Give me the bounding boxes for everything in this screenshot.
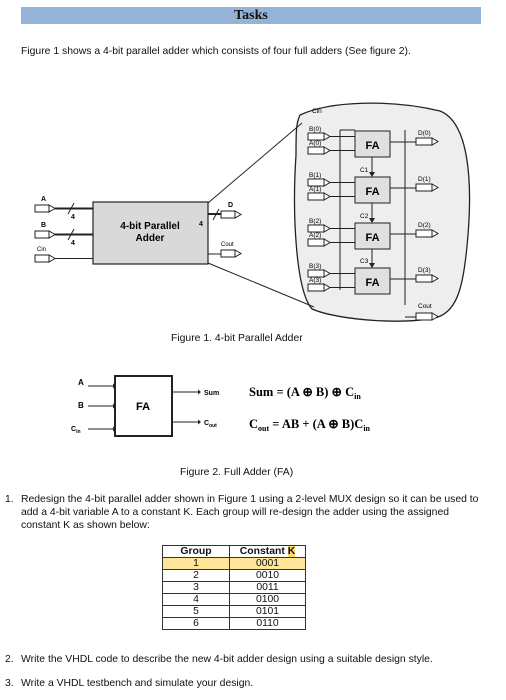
zoom-input-label: A(0) bbox=[309, 140, 322, 147]
constant-cell: 0101 bbox=[230, 606, 306, 618]
group-cell: 1 bbox=[163, 558, 230, 570]
zoom-output-label: D(3) bbox=[418, 267, 431, 274]
zoom-input-connector bbox=[308, 284, 324, 291]
zoom-output-connector bbox=[416, 184, 432, 191]
zoom-fa-label: FA bbox=[365, 186, 380, 198]
output-d-connector bbox=[208, 209, 241, 220]
adder-label-1: 4-bit Parallel bbox=[120, 221, 180, 232]
group-cell: 3 bbox=[163, 582, 230, 594]
zoom-input-connector bbox=[308, 179, 324, 186]
constant-cell: 0100 bbox=[230, 594, 306, 606]
fa-output-cout-label: $C_{out}$ bbox=[204, 420, 217, 429]
constant-table bbox=[162, 545, 306, 630]
constant-cell: 0011 bbox=[230, 582, 306, 594]
task-1-number: 1. bbox=[5, 494, 14, 505]
fa-block-label: FA bbox=[135, 401, 151, 413]
table-row bbox=[163, 618, 306, 630]
task-2-number: 2. bbox=[5, 654, 14, 665]
constant-cell: 0110 bbox=[230, 618, 306, 630]
table-row bbox=[163, 582, 306, 594]
zoom-line-top bbox=[208, 123, 302, 203]
zoom-input-label: B(3) bbox=[309, 263, 322, 270]
output-d-label: D bbox=[228, 202, 234, 209]
zoom-output-label: D(2) bbox=[418, 222, 431, 229]
task-3-text: Write a VHDL testbench and simulate your design. bbox=[21, 678, 254, 689]
zoom-input-connector bbox=[308, 239, 324, 246]
task-3-number: 3. bbox=[5, 678, 14, 689]
output-cout-connector bbox=[208, 250, 241, 257]
bus-width-b: 4 bbox=[71, 240, 75, 247]
figure-2-diagram bbox=[0, 368, 506, 448]
input-a-connector bbox=[35, 203, 93, 214]
input-cin-label: Cin bbox=[37, 247, 47, 253]
zoom-input-label: B(0) bbox=[309, 126, 322, 133]
table-row bbox=[163, 558, 306, 570]
sum-equation: Sum = (A ⊕ B) ⊕ $C_{in}$ bbox=[249, 385, 361, 401]
zoom-input-label: A(2) bbox=[309, 232, 322, 239]
input-cin-connector bbox=[35, 255, 93, 262]
group-cell: 4 bbox=[163, 594, 230, 606]
task-1-text: Redesign the 4-bit parallel adder shown in Figure 1 using a 2-level MUX design so it can be used to add a 4-bit variable A to a constant K. Each group will re-design the adder using the assigned constant K as shown below: bbox=[21, 494, 479, 531]
zoom-input-label: B(2) bbox=[309, 218, 322, 225]
fa-input-cin-label: $C_{in}$ bbox=[71, 426, 81, 435]
zoom-input-label: A(3) bbox=[309, 277, 322, 284]
table-row bbox=[163, 606, 306, 618]
fa-output-sum-label: Sum bbox=[204, 390, 220, 397]
input-a-label: A bbox=[41, 196, 47, 203]
input-b-label: B bbox=[41, 222, 47, 229]
zoom-input-connector bbox=[308, 270, 324, 277]
bus-width-d: 4 bbox=[199, 221, 203, 228]
zoom-cin-label: Cin bbox=[312, 108, 322, 115]
group-cell: 2 bbox=[163, 570, 230, 582]
figure-1-caption: Figure 1. 4-bit Parallel Adder bbox=[171, 333, 303, 344]
page-title: Tasks bbox=[21, 7, 481, 24]
table-row bbox=[163, 570, 306, 582]
input-b-connector bbox=[35, 229, 93, 240]
adder-label-2: Adder bbox=[135, 233, 165, 244]
zoom-input-connector bbox=[308, 133, 324, 140]
zoom-fa-label: FA bbox=[365, 232, 380, 244]
output-cout-label: Cout bbox=[221, 242, 234, 248]
table-row bbox=[163, 594, 306, 606]
zoom-fa-label: FA bbox=[365, 140, 380, 152]
zoom-input-label: B(1) bbox=[309, 172, 322, 179]
zoom-line-bottom bbox=[208, 263, 314, 307]
zoom-output-label: D(0) bbox=[418, 130, 431, 137]
group-cell: 6 bbox=[163, 618, 230, 630]
col-header-constant: Constant K bbox=[230, 546, 306, 558]
constant-cell: 0001 bbox=[230, 558, 306, 570]
bus-width-a: 4 bbox=[71, 214, 75, 221]
carry-label: C3 bbox=[360, 258, 369, 265]
group-cell: 5 bbox=[163, 606, 230, 618]
zoom-input-connector bbox=[308, 147, 324, 154]
zoom-output-connector bbox=[416, 138, 432, 145]
carry-label: C2 bbox=[360, 213, 369, 220]
fa-input-b-label: B bbox=[78, 401, 84, 410]
zoom-input-connector bbox=[308, 193, 324, 200]
fa-input-a-label: A bbox=[78, 378, 84, 387]
constant-cell: 0010 bbox=[230, 570, 306, 582]
zoom-input-connector bbox=[308, 225, 324, 232]
task-2-text: Write the VHDL code to describe the new 4-bit adder design using a suitable design style. bbox=[21, 654, 433, 665]
zoom-output-label: D(1) bbox=[418, 176, 431, 183]
zoom-input-label: A(1) bbox=[309, 186, 322, 193]
intro-paragraph: Figure 1 shows a 4-bit parallel adder which consists of four full adders (See figure 2). bbox=[21, 46, 411, 57]
zoom-output-connector bbox=[416, 230, 432, 237]
carry-label: C1 bbox=[360, 167, 369, 174]
figure-2-caption: Figure 2. Full Adder (FA) bbox=[180, 467, 294, 478]
zoom-cout-label: Cout bbox=[418, 303, 432, 310]
cout-equation: $C_{out}$ = AB + (A ⊕ $B)C_{in}$ bbox=[249, 417, 370, 433]
zoom-fa-label: FA bbox=[365, 277, 380, 289]
zoom-output-connector bbox=[416, 275, 432, 282]
col-header-group: Group bbox=[163, 546, 230, 558]
